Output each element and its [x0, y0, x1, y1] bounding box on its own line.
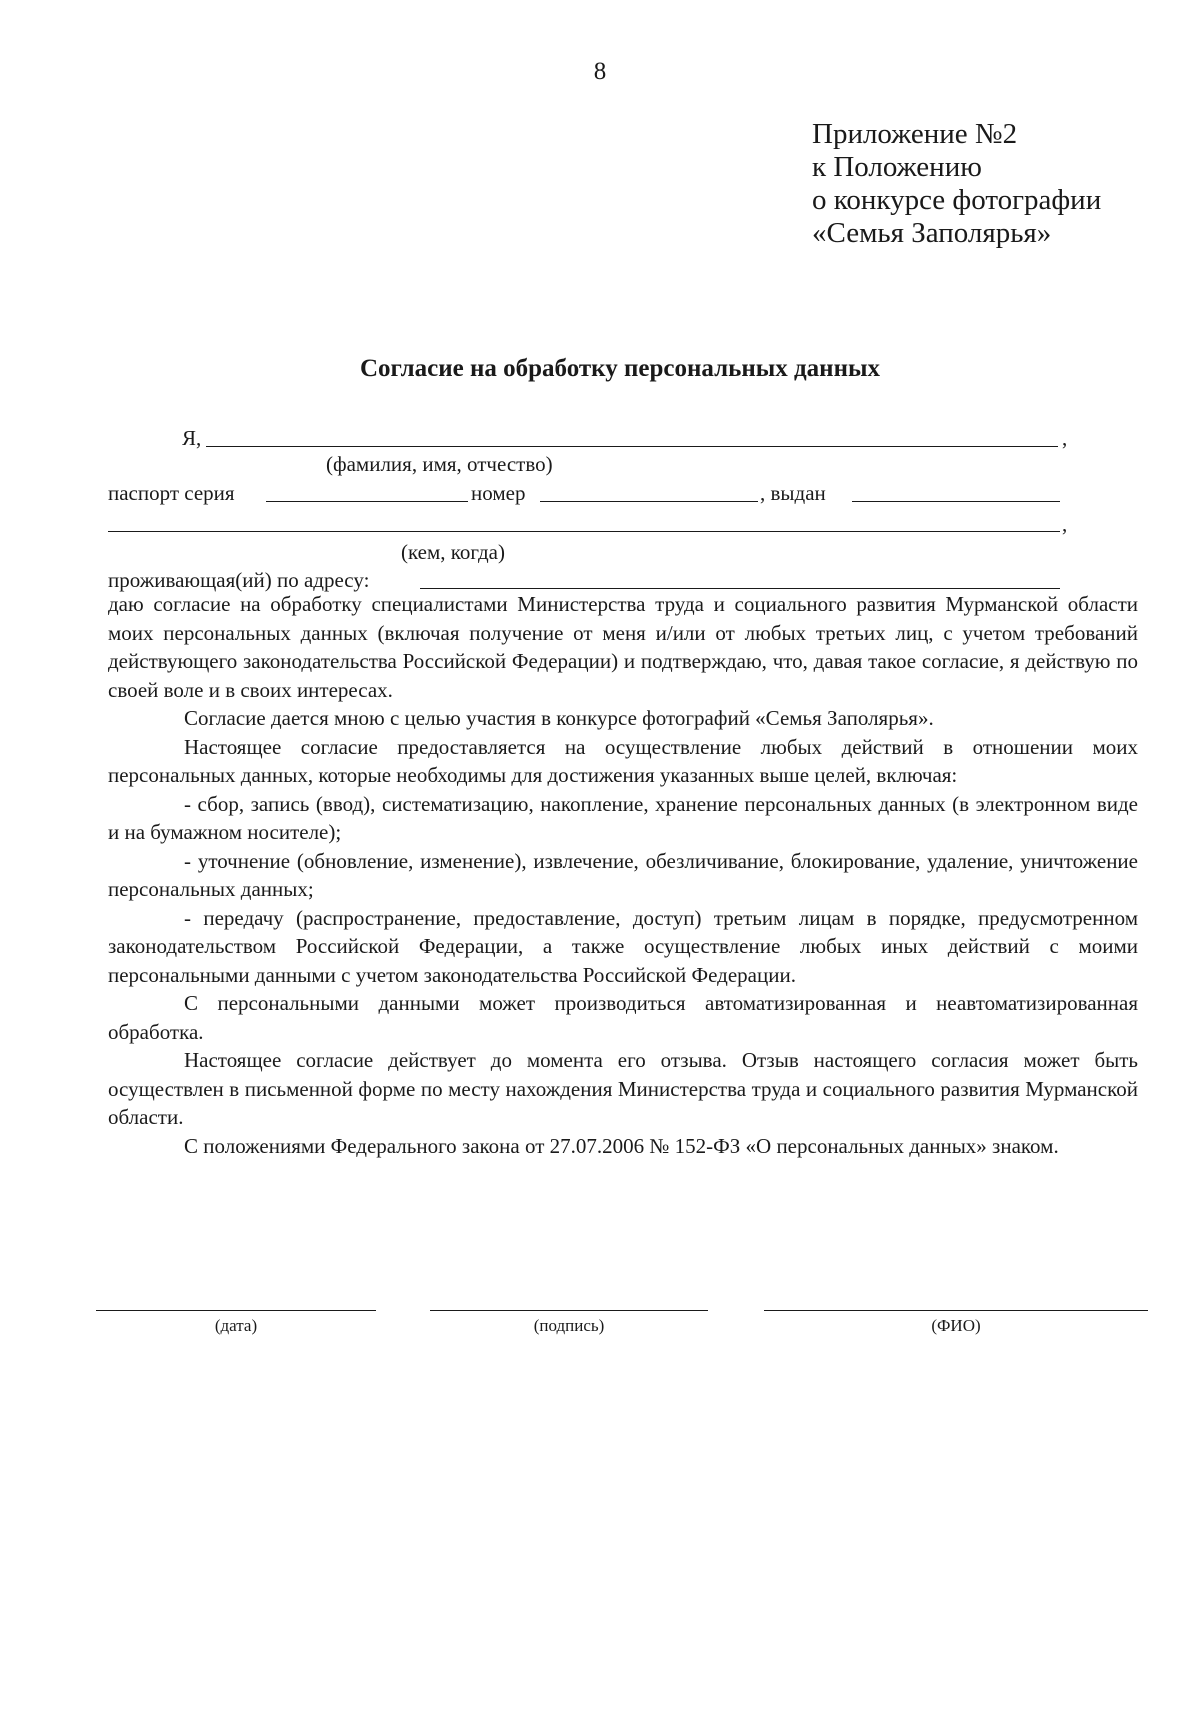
consent-paragraph: Настоящее согласие предоставляется на осуществление любых действий в отношении моих персональных данных, которые необходимы для достижения указанных выше целей, включая: [108, 734, 1138, 787]
passport-number-field-line[interactable] [540, 501, 758, 502]
consent-list-item: - уточнение (обновление, изменение), извлечение, обезличивание, блокирование, удаление, уничтожение персональных данных; [108, 848, 1138, 901]
annex-header [812, 118, 1101, 250]
passport-number-label: номер [471, 481, 526, 505]
address-field-line[interactable] [420, 588, 1060, 589]
annex-line-1: Приложение №2 [812, 118, 1018, 150]
date-field-line[interactable] [96, 1310, 376, 1311]
issuer-hint: (кем, когда) [401, 540, 505, 564]
annex-line-4: «Семья Заполярья» [812, 217, 1052, 249]
passport-issued-field-line[interactable] [852, 501, 1060, 502]
annex-line-2: к Положению [812, 151, 982, 183]
full-name-label: (ФИО) [931, 1316, 981, 1335]
passport-series-label: паспорт серия [108, 481, 235, 505]
page-number: 8 [593, 58, 607, 85]
consent-paragraph: Настоящее согласие действует до момента его отзыва. Отзыв настоящего согласия может быть осуществлен в письменной форме по месту нахождения Министерства труда и социального развития Мурманской области. [108, 1048, 1138, 1129]
consent-list-item: - сбор, запись (ввод), систематизацию, накопление, хранение персональных данных (в электронном виде и на бумажном носителе); [108, 791, 1138, 844]
consent-body [108, 590, 1138, 1160]
full-name-signature-field-line[interactable] [764, 1310, 1148, 1311]
signature-field-line[interactable] [430, 1310, 708, 1311]
address-label: проживающая(ий) по адресу: [108, 568, 370, 592]
passport-series-field-line[interactable] [266, 501, 468, 502]
document-title: Согласие на обработку персональных данных [359, 355, 880, 382]
consent-list-item: - передачу (распространение, предоставление, доступ) третьим лицам в порядке, предусмотренном законодательством Российской Федерации, а также осуществление любых иных действий с моими персональными данными с учетом законодательства Российской Федерации. [108, 905, 1138, 987]
name-trailing-comma: , [1062, 426, 1068, 450]
annex-line-3: о конкурсе фотографии [812, 184, 1102, 216]
issuer-trailing-comma: , [1062, 512, 1068, 536]
consent-paragraph: Согласие дается мною с целью участия в конкурсе фотографий «Семья Заполярья». [184, 706, 934, 730]
full-name-field-line[interactable] [206, 446, 1058, 447]
consent-paragraph: С персональными данными может производиться автоматизированная и неавтоматизированная обработка. [108, 991, 1138, 1044]
consent-paragraph: даю согласие на обработку специалистами Министерства труда и социального развития Мурманской области моих персональных данных (включая получение от меня и/или от любых третьих лиц, с учетом требований действующего законодательства Российской Федерации) и подтверждаю, что, давая такое согласие, я действую по своей воле и в своих интересах. [108, 592, 1138, 702]
date-label: (дата) [214, 1316, 258, 1335]
i-label: Я, [182, 426, 202, 450]
issuer-field-line[interactable] [108, 531, 1060, 532]
consent-paragraph: С положениями Федерального закона от 27.07.2006 № 152-ФЗ «О персональных данных» знаком. [184, 1133, 1059, 1158]
full-name-hint: (фамилия, имя, отчество) [326, 452, 553, 476]
issued-label: , выдан [760, 481, 826, 505]
signature-label: (подпись) [533, 1316, 605, 1335]
